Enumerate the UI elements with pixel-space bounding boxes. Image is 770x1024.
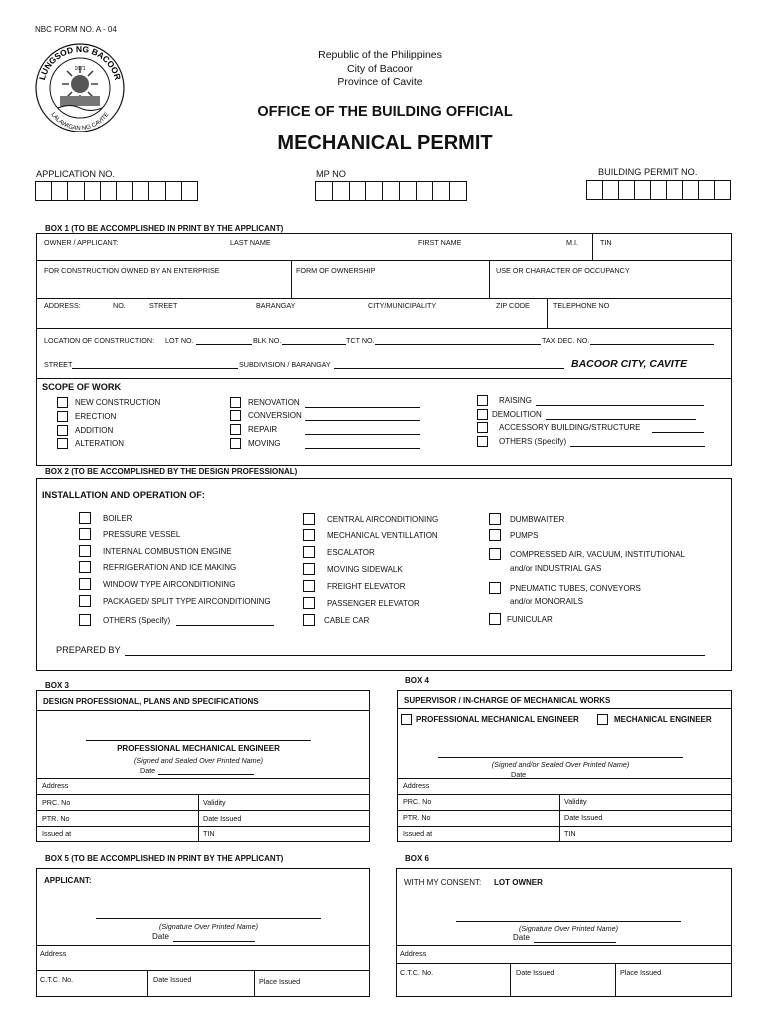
box5-date-label: Date: [152, 932, 169, 941]
installation-checkbox[interactable]: [79, 561, 91, 573]
box3-ptr-label: PTR. No: [42, 814, 70, 823]
installation-option-label: WINDOW TYPE AIRCONDITIONING: [103, 580, 236, 589]
scope-option-label: CONVERSION: [248, 411, 302, 420]
box6-place-issued-label: Place Issued: [620, 968, 662, 977]
box3-validity-label: Validity: [203, 798, 226, 807]
tin-label: TIN: [600, 238, 612, 247]
address-label: ADDRESS:: [44, 301, 81, 310]
scope-checkbox[interactable]: [57, 397, 68, 408]
installation-option-label: PACKAGED/ SPLIT TYPE AIRCONDITIONING: [103, 597, 271, 606]
lot-no-label: LOT NO.: [165, 336, 194, 345]
scope-checkbox[interactable]: [230, 410, 241, 421]
installation-checkbox[interactable]: [79, 614, 91, 626]
box3-issued-at-label: Issued at: [42, 829, 72, 838]
page-title: MECHANICAL PERMIT: [277, 132, 493, 154]
zip-label: ZIP CODE: [496, 301, 530, 310]
me-label: MECHANICAL ENGINEER: [614, 715, 712, 724]
mp-no-label: MP NO: [316, 169, 346, 179]
scope-option-label: OTHERS (Specify): [499, 437, 567, 446]
city-text: City of Bacoor: [347, 62, 413, 75]
scope-option-label: RAISING: [499, 396, 532, 405]
scope-checkbox[interactable]: [57, 411, 68, 422]
box3-date-label: Date: [140, 766, 156, 775]
box5-date-issued-label: Date Issued: [153, 975, 192, 984]
scope-checkbox[interactable]: [230, 424, 241, 435]
city-seal: [30, 40, 130, 132]
building-permit-no-field[interactable]: [586, 180, 731, 200]
telephone-label: TELEPHONE NO: [553, 301, 610, 310]
box6-consent-label: WITH MY CONSENT:: [404, 878, 482, 887]
street-field[interactable]: [72, 368, 238, 369]
box4-title: SUPERVISOR / IN-CHARGE OF MECHANICAL WORKS: [404, 696, 611, 705]
ownership-label: FORM OF OWNERSHIP: [296, 266, 376, 275]
installation-option-label: MOVING SIDEWALK: [327, 565, 403, 574]
box6-heading: BOX 6: [405, 854, 430, 863]
installation-others-field[interactable]: [176, 625, 274, 626]
box3-signed-note: (Signed and Sealed Over Printed Name): [133, 756, 264, 765]
box4-signature-line[interactable]: [438, 757, 683, 758]
box6-ctc-label: C.T.C. No.: [400, 968, 434, 977]
scope-specify-field[interactable]: [536, 405, 704, 406]
enterprise-label: FOR CONSTRUCTION OWNED BY AN ENTERPRISE: [44, 266, 220, 275]
scope-option-label: REPAIR: [248, 425, 278, 434]
scope-specify-field[interactable]: [546, 419, 696, 420]
scope-option-label: ADDITION: [75, 426, 114, 435]
installation-checkbox[interactable]: [79, 595, 91, 607]
box5-place-issued-label: Place Issued: [259, 977, 301, 986]
scope-title: SCOPE OF WORK: [42, 382, 122, 392]
installation-checkbox[interactable]: [303, 580, 315, 592]
box5-applicant-label: APPLICANT:: [44, 876, 92, 885]
tax-dec-label: TAX DEC. NO.: [542, 336, 590, 345]
installation-option-label: COMPRESSED AIR, VACUUM, INSTITUTIONAL: [510, 550, 685, 559]
svg-text:LUNGSOD NG BACOOR: LUNGSOD NG BACOOR: [36, 43, 124, 82]
box3-prc-label: PRC. No: [42, 798, 71, 807]
installation-option-label: CABLE CAR: [324, 616, 370, 625]
box6-date-issued-label: Date Issued: [516, 968, 555, 977]
scope-checkbox[interactable]: [477, 436, 488, 447]
installation-option-label: REFRIGERATION AND ICE MAKING: [103, 563, 237, 572]
scope-checkbox[interactable]: [477, 422, 488, 433]
box4-issued-at-label: Issued at: [403, 829, 433, 838]
box4-prc-label: PRC. No: [403, 797, 432, 806]
box4-heading: BOX 4: [405, 676, 430, 685]
installation-option-label: PRESSURE VESSEL: [103, 530, 181, 539]
installation-checkbox[interactable]: [303, 546, 315, 558]
blk-no-field[interactable]: [282, 344, 346, 345]
scope-specify-field[interactable]: [305, 407, 420, 408]
box3-tin-label: TIN: [203, 829, 215, 838]
scope-checkbox[interactable]: [230, 438, 241, 449]
installation-checkbox[interactable]: [303, 529, 315, 541]
installation-option-label: INTERNAL COMBUSTION ENGINE: [103, 547, 232, 556]
owner-label: OWNER / APPLICANT:: [44, 238, 119, 247]
address-no-label: NO.: [113, 301, 126, 310]
scope-option-label: MOVING: [248, 439, 281, 448]
tct-no-label: TCT NO.: [346, 336, 375, 345]
scope-option-label: NEW CONSTRUCTION: [75, 398, 161, 407]
address-city-label: CITY/MUNICIPALITY: [368, 301, 437, 310]
installation-option-label: BOILER: [103, 514, 133, 523]
prepared-by-field[interactable]: [125, 655, 705, 656]
tax-dec-field[interactable]: [590, 344, 714, 345]
box3-date-issued-label: Date Issued: [203, 814, 242, 823]
box4-signed-note: (Signed and/or Sealed Over Printed Name): [491, 760, 630, 769]
scope-specify-field[interactable]: [305, 448, 420, 449]
scope-checkbox[interactable]: [477, 409, 488, 420]
installation-option-label: PUMPS: [510, 531, 539, 540]
address-barangay-label: BARANGAY: [256, 301, 296, 310]
prepared-by-label: PREPARED BY: [56, 645, 121, 655]
first-name-label: FIRST NAME: [418, 238, 462, 247]
installation-title: INSTALLATION AND OPERATION OF:: [42, 490, 205, 500]
installation-checkbox[interactable]: [489, 513, 501, 525]
box5-address-label: Address: [40, 949, 67, 958]
box5-signature-line[interactable]: [96, 918, 321, 919]
svg-text:LALAWIGAN NG CAVITE: LALAWIGAN NG CAVITE: [49, 111, 111, 132]
box3-signature-line[interactable]: [86, 740, 311, 741]
installation-option-label: and/or INDUSTRIAL GAS: [510, 564, 602, 573]
installation-option-label: CENTRAL AIRCONDITIONING: [327, 515, 439, 524]
application-no-field[interactable]: [35, 181, 198, 201]
scope-checkbox[interactable]: [57, 425, 68, 436]
installation-option-label: and/or MONORAILS: [510, 597, 583, 606]
bacoor-city-text: BACOOR CITY, CAVITE: [571, 358, 688, 370]
box6-signature-note: (Signature Over Printed Name): [518, 924, 619, 933]
box3-title: DESIGN PROFESSIONAL, PLANS AND SPECIFICATIONS: [43, 697, 259, 706]
installation-option-label: FUNICULAR: [507, 615, 553, 624]
scope-option-label: ERECTION: [75, 412, 117, 421]
last-name-label: LAST NAME: [230, 238, 271, 247]
scope-specify-field[interactable]: [570, 446, 705, 447]
scope-option-label: DEMOLITION: [492, 410, 542, 419]
scope-option-label: ACCESSORY BUILDING/STRUCTURE: [499, 423, 641, 432]
occupancy-label: USE OR CHARACTER OF OCCUPANCY: [496, 266, 630, 275]
location-label: LOCATION OF CONSTRUCTION:: [44, 336, 155, 345]
street-label: STREET: [44, 360, 73, 369]
box3-engineer-title: PROFESSIONAL MECHANICAL ENGINEER: [117, 744, 280, 753]
office-title: OFFICE OF THE BUILDING OFFICIAL: [257, 104, 513, 120]
box4-date-label: Date: [511, 770, 527, 779]
scope-option-label: ALTERATION: [75, 439, 125, 448]
scope-option-label: RENOVATION: [248, 398, 300, 407]
installation-checkbox[interactable]: [79, 528, 91, 540]
box4-date-issued-label: Date Issued: [564, 813, 603, 822]
me-checkbox[interactable]: [597, 714, 608, 725]
installation-checkbox[interactable]: [489, 582, 501, 594]
box6-lot-owner-label: LOT OWNER: [494, 878, 543, 887]
lot-no-field[interactable]: [196, 344, 252, 345]
box3-date-field[interactable]: [158, 774, 254, 775]
mi-label: M.I.: [566, 238, 578, 247]
box6-date-field[interactable]: [534, 942, 616, 943]
installation-option-label: OTHERS (Specify): [103, 616, 171, 625]
scope-specify-field[interactable]: [305, 420, 420, 421]
box5: [36, 868, 370, 997]
box4-ptr-label: PTR. No: [403, 813, 431, 822]
address-street-label: STREET: [149, 301, 178, 310]
installation-option-label: DUMBWAITER: [510, 515, 565, 524]
installation-option-label: ESCALATOR: [327, 548, 375, 557]
province-text: Province of Cavite: [337, 76, 423, 88]
installation-checkbox[interactable]: [79, 545, 91, 557]
installation-checkbox[interactable]: [79, 512, 91, 524]
box6-date-label: Date: [513, 933, 530, 942]
mp-no-field[interactable]: [315, 181, 467, 201]
building-permit-no-label: BUILDING PERMIT NO.: [598, 167, 698, 177]
installation-checkbox[interactable]: [303, 513, 315, 525]
box2: [36, 478, 732, 671]
box4-address-label: Address: [403, 781, 430, 790]
installation-checkbox[interactable]: [303, 563, 315, 575]
installation-option-label: FREIGHT ELEVATOR: [327, 582, 406, 591]
scope-specify-field[interactable]: [305, 434, 420, 435]
box2-heading: BOX 2 (TO BE ACCOMPLISHED BY THE DESIGN PROFESSIONAL): [45, 467, 298, 476]
pme-checkbox[interactable]: [401, 714, 412, 725]
scope-specify-field[interactable]: [652, 432, 704, 433]
pme-label: PROFESSIONAL MECHANICAL ENGINEER: [416, 715, 579, 724]
installation-option-label: MECHANICAL VENTILLATION: [327, 531, 438, 540]
application-no-label: APPLICATION NO.: [36, 169, 115, 179]
scope-checkbox[interactable]: [230, 397, 241, 408]
box4-validity-label: Validity: [564, 797, 587, 806]
blk-no-label: BLK NO.: [253, 336, 282, 345]
installation-checkbox[interactable]: [303, 614, 315, 626]
scope-checkbox[interactable]: [57, 438, 68, 449]
box6-signature-line[interactable]: [456, 921, 681, 922]
box5-heading: BOX 5 (TO BE ACCOMPLISHED IN PRINT BY THE APPLICANT): [45, 854, 284, 863]
box5-signature-note: (Signature Over Printed Name): [158, 922, 259, 931]
installation-checkbox[interactable]: [303, 597, 315, 609]
box4-tin-label: TIN: [564, 829, 576, 838]
header-block: [270, 49, 490, 90]
box3-address-label: Address: [42, 781, 69, 790]
box5-ctc-label: C.T.C. No.: [40, 975, 74, 984]
installation-checkbox[interactable]: [489, 548, 501, 560]
svg-text:1671: 1671: [74, 66, 86, 72]
box3-heading: BOX 3: [45, 681, 70, 690]
box1-heading: BOX 1 (TO BE ACCOMPLISHED IN PRINT BY THE APPLICANT): [45, 224, 284, 233]
subdivision-label: SUBDIVISION / BARANGAY: [239, 360, 331, 369]
scope-checkbox[interactable]: [477, 395, 488, 406]
installation-option-label: PASSENGER ELEVATOR: [327, 599, 420, 608]
installation-checkbox[interactable]: [489, 613, 501, 625]
installation-checkbox[interactable]: [79, 578, 91, 590]
republic-text: Republic of the Philippines: [318, 49, 442, 61]
installation-option-label: PNEUMATIC TUBES, CONVEYORS: [510, 584, 641, 593]
box5-date-field[interactable]: [173, 941, 255, 942]
box6-address-label: Address: [400, 949, 427, 958]
form-number: NBC FORM NO. A - 04: [35, 25, 117, 34]
tct-no-field[interactable]: [375, 344, 541, 345]
installation-checkbox[interactable]: [489, 529, 501, 541]
subdivision-field[interactable]: [334, 368, 564, 369]
